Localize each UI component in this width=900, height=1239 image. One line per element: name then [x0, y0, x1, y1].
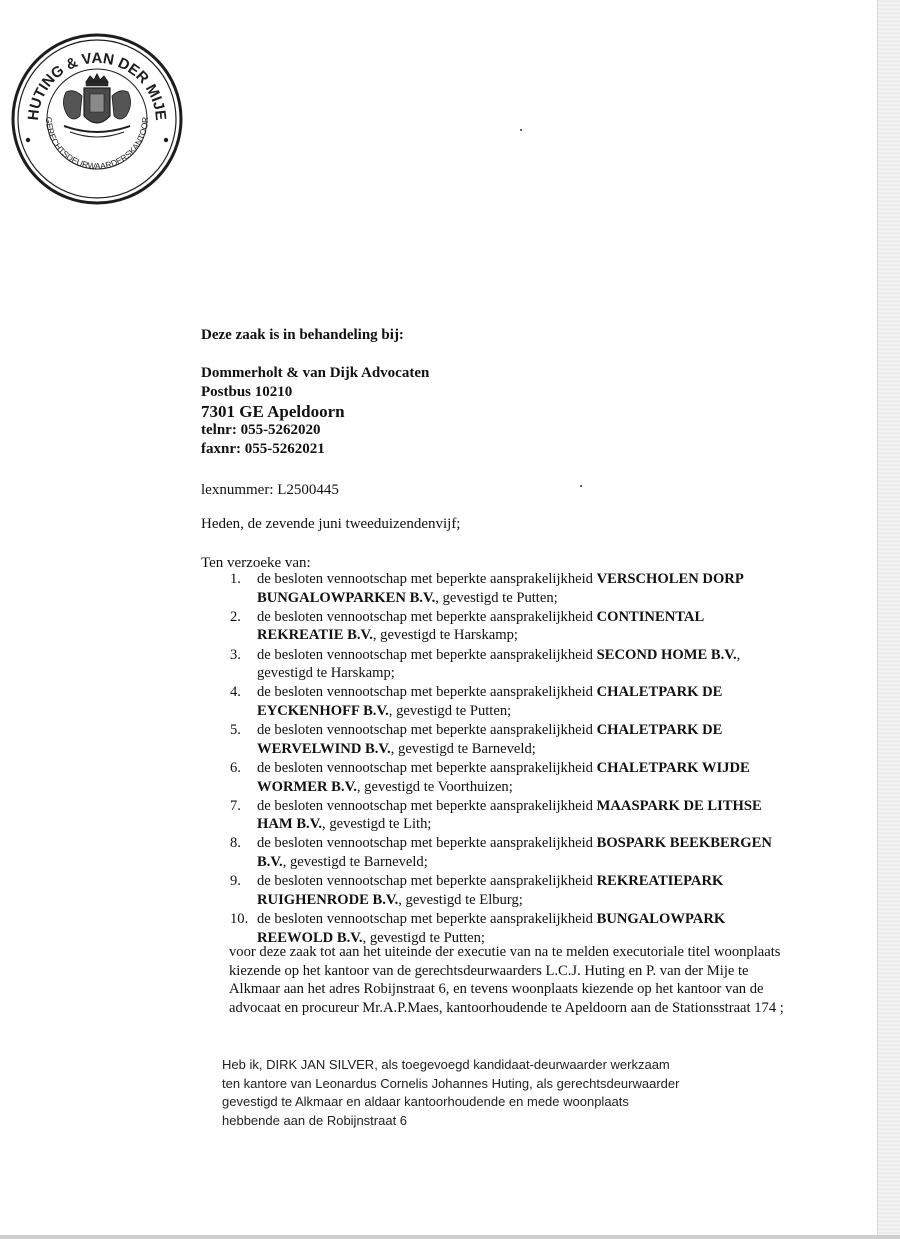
item-number: 8.: [230, 835, 241, 852]
company-name: CONTINENTAL REKREATIE B.V.: [257, 608, 704, 644]
company-name: REKREATIEPARK RUIGHENRODE B.V.: [257, 873, 724, 908]
item-number: 7.: [230, 797, 241, 814]
scan-speck: [580, 485, 582, 487]
firm-name: Dommerholt & van Dijk Advocaten: [201, 365, 430, 381]
stamp-graphic: [8, 30, 186, 208]
bailiff-office-stamp: [8, 30, 186, 208]
company-name: MAASPARK DE LITHSE HAM B.V.: [257, 797, 762, 833]
law-firm-address-block: [201, 364, 429, 459]
company-name: BUNGALOWPARK REEWOLD B.V.: [257, 911, 726, 946]
firm-fax: faxnr: 055-5262021: [201, 441, 325, 457]
handled-by-heading: Deze zaak is in behandeling bij:: [201, 327, 404, 343]
lexnummer: lexnummer: L2500445: [201, 482, 339, 498]
company-name: SECOND HOME B.V.: [596, 646, 737, 663]
item-seat: , gevestigd te Barneveld;: [282, 854, 428, 871]
scan-bottom-edge: [0, 1235, 900, 1239]
stamp-arc-bottom: GERECHTSDEURWAARDERSKANTOOR: [43, 116, 151, 172]
item-seat: , gevestigd te Harskamp;: [257, 646, 741, 682]
svg-text:GERECHTSDEURWAARDERSKANTOOR: [44, 117, 150, 172]
item-prefix: de besloten vennootschap met beperkte aansprakelijkheid: [257, 608, 597, 625]
item-prefix: de besloten vennootschap met beperkte aansprakelijkheid: [257, 571, 597, 587]
item-seat: , gevestigd te Barneveld;: [390, 740, 536, 757]
stamp-arc-top: HUTING & VAN DER MIJE: [24, 49, 170, 122]
scan-speck: [520, 129, 522, 131]
item-seat: , gevestigd te Harskamp;: [372, 627, 518, 644]
list-item: [230, 570, 790, 607]
item-number: 2.: [230, 608, 241, 625]
domicile-paragraph: voor deze zaak tot aan het uiteinde der executie van na te melden executoriale titel woonplaats kiezende op het kantoor van de gerechtsdeurwaarders L.C.J. Huting en P. van der Mije te Alkmaar aan het adres Robijnstraat 6, en tevens woonplaats kiezende op het kantoor van de advocaat en procureur Mr.A.P.Maes, kantoorhoudende te Apeldoorn aan de Stationsstraat 174 ;: [229, 944, 784, 1016]
list-item: [230, 646, 790, 683]
company-name: CHALETPARK WIJDE WORMER B.V.: [257, 759, 750, 795]
item-seat: , gevestigd te Putten;: [388, 702, 512, 719]
list-item: [230, 608, 790, 645]
item-number: 1.: [230, 571, 241, 587]
item-number: 6.: [230, 759, 241, 776]
company-name: BOSPARK BEEKBERGEN B.V.: [257, 835, 772, 871]
item-number: 5.: [230, 722, 241, 739]
company-name: CHALETPARK DE EYCKENHOFF B.V.: [257, 684, 723, 719]
item-prefix: de besloten vennootschap met beperkte aansprakelijkheid: [257, 835, 597, 852]
item-number: 10.: [230, 911, 249, 928]
date-line: Heden, de zevende juni tweeduizendenvijf;: [201, 516, 461, 532]
company-name: CHALETPARK DE WERVELWIND B.V.: [257, 722, 723, 757]
request-intro: Ten verzoeke van:: [201, 555, 311, 571]
list-item: [230, 759, 790, 796]
bailiff-paragraph: Heb ik, DIRK JAN SILVER, als toegevoegd kandidaat-deurwaarder werkzaam ten kantore van Leonardus Cornelis Johannes Huting, als gerechtsdeurwaarder gevestigd te Alkmaar en aldaar kantoorhoudende en mede woonplaats hebbende aan de Robijnstraat 6: [222, 1057, 680, 1128]
item-number: 9.: [230, 873, 241, 890]
item-seat: , gevestigd te Lith;: [322, 816, 432, 833]
item-number: 4.: [230, 684, 241, 701]
firm-telephone: telnr: 055-5262020: [201, 422, 321, 438]
royal-coat-of-arms-icon: [63, 74, 130, 137]
item-prefix: de besloten vennootschap met beperkte aansprakelijkheid: [257, 759, 597, 776]
company-name: VERSCHOLEN DORP BUNGALOWPARKEN B.V.: [257, 571, 743, 606]
item-prefix: de besloten vennootschap met beperkte aansprakelijkheid: [257, 911, 597, 928]
list-item: [230, 797, 790, 834]
firm-city: 7301 GE Apeldoorn: [201, 402, 345, 421]
list-item: [230, 872, 790, 909]
item-prefix: de besloten vennootschap met beperkte aansprakelijkheid: [257, 684, 597, 701]
list-item: [230, 910, 790, 947]
list-item: [230, 721, 790, 758]
scan-edge: [877, 0, 900, 1239]
item-prefix: de besloten vennootschap met beperkte aansprakelijkheid: [257, 646, 597, 663]
item-seat: , gevestigd te Voorthuizen;: [356, 778, 513, 795]
item-seat: , gevestigd te Putten;: [435, 589, 558, 606]
requesters-list: [230, 570, 790, 948]
item-prefix: de besloten vennootschap met beperkte aansprakelijkheid: [257, 722, 597, 739]
list-item: [230, 683, 790, 720]
item-seat: , gevestigd te Putten;: [362, 929, 485, 946]
item-number: 3.: [230, 646, 241, 663]
item-prefix: de besloten vennootschap met beperkte aansprakelijkheid: [257, 797, 597, 814]
list-item: [230, 834, 790, 871]
firm-postbus: Postbus 10210: [201, 384, 293, 400]
item-prefix: de besloten vennootschap met beperkte aansprakelijkheid: [257, 873, 597, 890]
item-seat: , gevestigd te Elburg;: [398, 891, 523, 908]
